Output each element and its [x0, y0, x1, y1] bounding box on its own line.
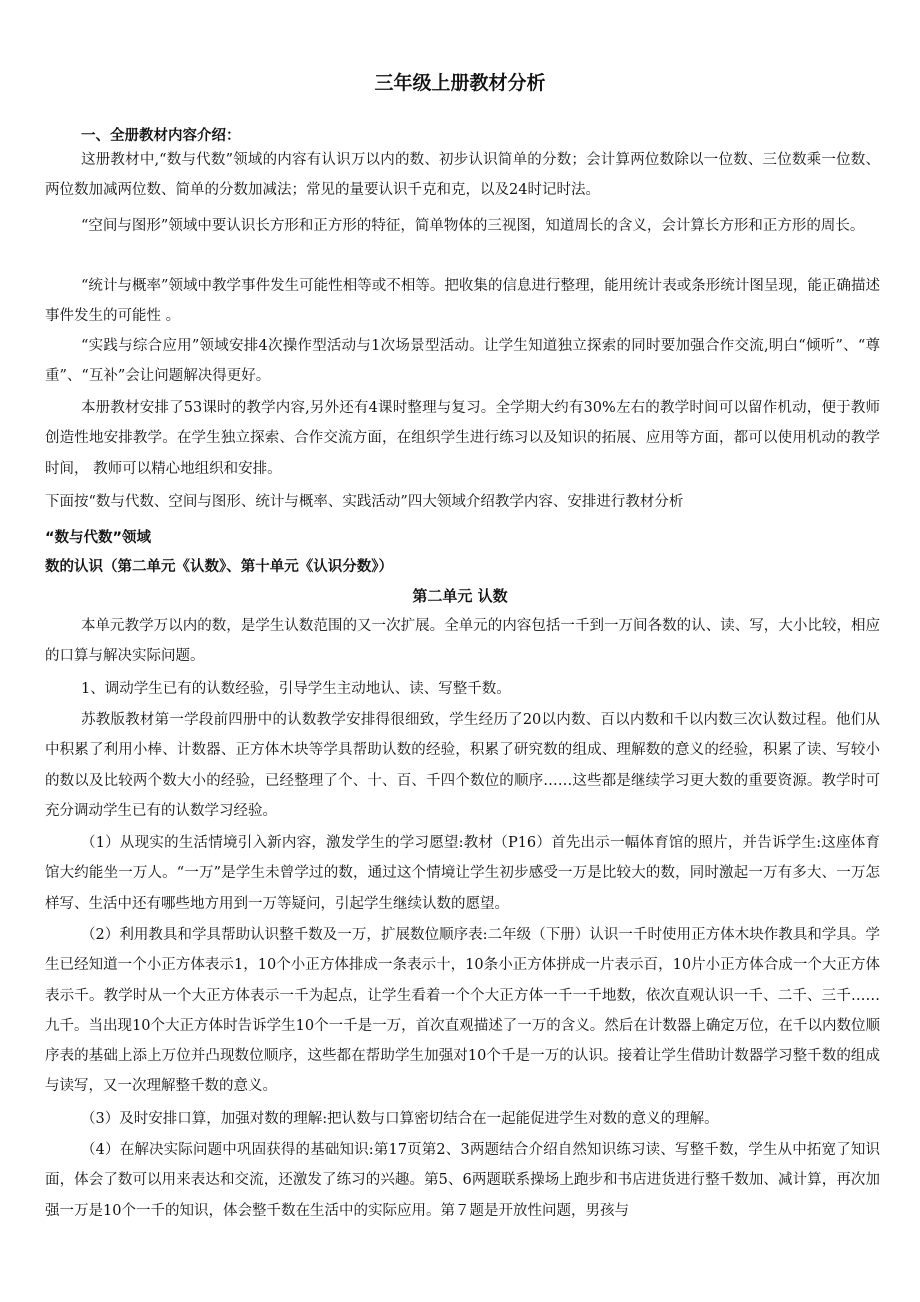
number-recognition-heading: 数的认识（第二单元《认数》、第十单元《认识分数》）	[45, 559, 393, 575]
unit-paragraph-5: （2）利用教具和学具帮助认识整千数及一万，扩展数位顺序表:二年级（下册）认识一千时使用正方体木块作教具和学具。学生已经知道一个小正方体表示1，10个小正方体排成一条表示十，10条小正方体拼成一片表示百，10片小正方体合成一个大正方体表示千。教学时从一个大正方体表示一千为起点，让学生看着一个个大正方体一千一千地数，依次直观认识一千、二千、三千……九千。当出现10个大正方体时告诉学生10个一千是一万，首次直观描述了一万的含义。然后在计数器上确定万位，在千以内数位顺序表的基础上添上万位并凸现数位顺序，这些都在帮助学生加强对10个千是一万的认识。接着让学生借助计数器学习整千数的组成与读写，又一次理解整千数的意义。	[45, 927, 880, 1095]
unit-paragraph-4: （1）从现实的生活情境引入新内容，激发学生的学习愿望:教材（P16）首先出示一幅体育馆的照片，并告诉学生:这座体育馆大约能坐一万人。“一万”是学生未曾学过的数，通过这个情境让学生初步感受一万是比较大的数，同时激起一万有多大、一万怎样写、生活中还有哪些地方用到一万等疑问，引起学生继续认数的愿望。	[45, 835, 880, 912]
paragraph-practice: “实践与综合应用”领域安排4次操作型活动与1次场景型活动。让学生知道独立探索的同时要加强合作交流,明白“倾听”、“尊重”、“互补”会让问题解决得更好。	[45, 338, 880, 385]
paragraph-statistics: “统计与概率”领域中教学事件发生可能性相等或不相等。把收集的信息进行整理，能用统计表或条形统计图呈现，能正确描述事件发生的可能性 。	[45, 278, 880, 325]
section-heading-overview: 一、全册教材内容介绍：	[81, 128, 241, 144]
unit-paragraph-1: 本单元教学万以内的数，是学生认数范围的又一次扩展。全单元的内容包括一千到一万间各数的认、读、写，大小比较，相应的口算与解决实际问题。	[45, 618, 880, 665]
paragraph-schedule: 本册教材安排了53课时的教学内容,另外还有4课时整理与复习。全学期大约有30%左右的教学时间可以留作机动，便于教师创造性地安排教学。在学生独立探索、合作交流方面，在组织学生进行练习以及知识的拓展、应用等方面，都可以使用机动的教学时间， 教师可以精心地组织和安排。	[45, 400, 880, 477]
unit-paragraph-2: 1、调动学生已有的认数经验，引导学生主动地认、读、写整千数。	[81, 681, 511, 697]
paragraph-space-geometry: “空间与图形”领域中要认识长方形和正方形的特征，简单物体的三视图，知道周长的含义，会计算长方形和正方形的周长。	[81, 218, 865, 234]
paragraph-number-algebra: 这册教材中,“数与代数”领域的内容有认识万以内的数、初步认识简单的分数；会计算两位数除以一位数、三位数乘一位数、两位数加减两位数、简单的分数加减法；常见的量要认识千克和克，以及24时记时法。	[45, 152, 880, 199]
unit-heading: 第二单元 认数	[412, 587, 508, 605]
document-title: 三年级上册教材分析	[374, 72, 546, 94]
unit-paragraph-7: （4）在解决实际问题中巩固获得的基础知识:第17页第2、3两题结合介绍自然知识练习读、写整千数，学生从中拓宽了知识面，体会了数可以用来表达和交流，还激发了练习的兴趣。第5、6两题联系操场上跑步和书店进货进行整千数加、减计算，再次加强一万是10个一千的知识，体会整千数在生活中的实际应用。第７题是开放性问题，男孩与	[45, 1142, 880, 1219]
paragraph-intro-domains: 下面按“数与代数、空间与图形、统计与概率、实践活动”四大领域介绍教学内容、安排进行教材分析	[45, 494, 684, 510]
domain-heading: “数与代数”领域	[45, 530, 152, 546]
unit-paragraph-6: （3）及时安排口算，加强对数的理解:把认数与口算密切结合在一起能促进学生对数的意义的理解。	[81, 1111, 719, 1127]
unit-paragraph-3: 苏教版教材第一学段前四册中的认数教学安排得很细致，学生经历了20以内数、百以内数和千以内数三次认数过程。他们从中积累了利用小棒、计数器、正方体木块等学具帮助认数的经验，积累了研究数的组成、理解数的意义的经验，积累了读、写较小的数以及比较两个数大小的经验，已经整理了个、十、百、千四个数位的顺序……这些都是继续学习更大数的重要资源。教学时可充分调动学生已有的认数学习经验。	[45, 712, 880, 819]
